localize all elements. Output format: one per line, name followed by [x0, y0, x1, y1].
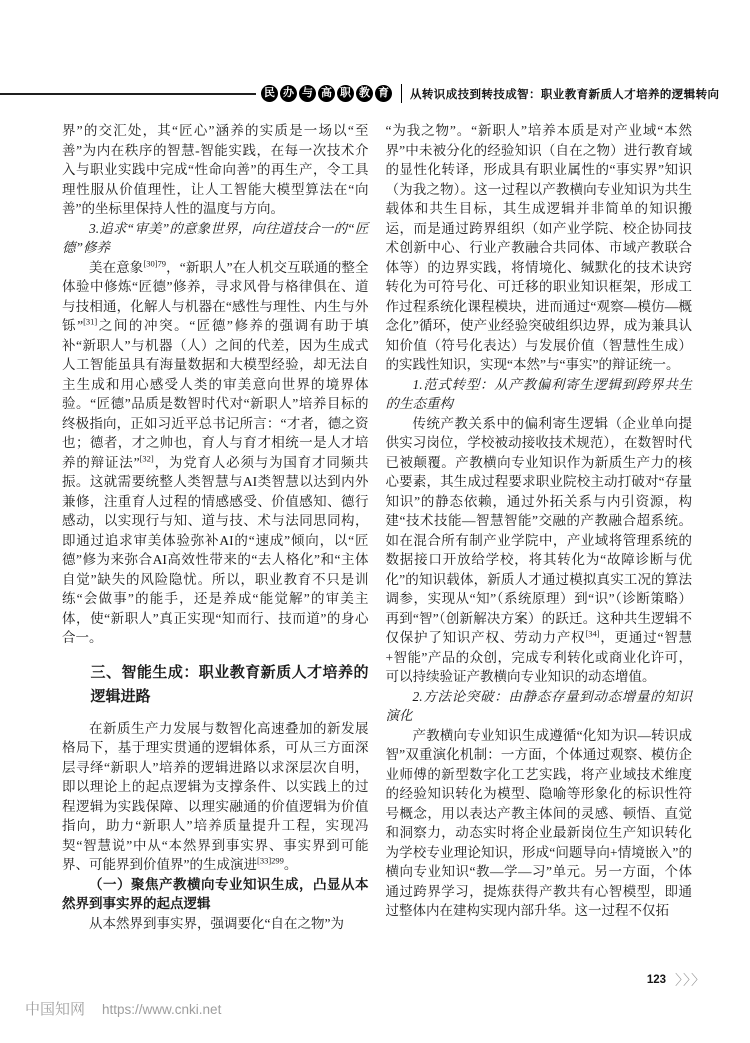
text-run: ，为党育人必须与为国育才同频共振。这就需要统整人类智慧与AI类智慧以达到内外兼修，注重育人过程的情感感受、价值感知、德行感动，以实现行与知、道与技、术与法同思同构，即通过追求审美体验弥补AI的“速成”倾向，以“匠德”修为来弥合AI高效性带来的“去人格化”和“主体自觉”缺失的风险隐忧。所以，职业教育不只是训练“会做事”的能手，还是养成“能觉解”的审美主体，使“新职人”真正实现“知而行、技而道”的身心合一。: [62, 454, 369, 645]
paragraph: [62, 719, 369, 875]
cnki-url: https://www.cnki.net: [102, 1002, 222, 1017]
citation-superscript: [31]: [83, 316, 98, 327]
paragraph: [386, 414, 693, 687]
paragraph: [62, 121, 369, 219]
text-run: 界”的交汇处，其“匠心”涵养的实质是一场以“至善”为内在秩序的智慧-智能实践，在每一次技术介入与职业实践中完成“性命向善”的再生产，令工具理性服从价值理性，让人工智能大模型算法在“向善”的坐标里保持人性的温度与方向。: [62, 123, 369, 216]
page-number-row: [647, 970, 706, 990]
badge-char: 与: [299, 85, 316, 102]
paragraph: [386, 121, 693, 375]
citation-superscript: [32]: [139, 453, 154, 463]
header-rule: [0, 93, 256, 95]
journal-column-badge: [261, 85, 392, 102]
subheading-level3: 2.方法论突破：由静态存量到动态增量的知识演化: [385, 688, 692, 723]
article-body: [62, 121, 692, 933]
running-article-title: 从转识成技到转技成智：职业教育新质人才培养的逻辑转向: [410, 88, 720, 101]
text-run: ，“新职人”在人机交互联通的整全体验中修炼“匠德”修养，寻求风骨与格律俱在、道与技相通，化解人与机器在“感性与理性、内生与外铄”: [62, 259, 369, 333]
subheading-level3: 1.范式转型：从产教偏利寄生逻辑到跨界共生的生态重构: [385, 376, 692, 411]
badge-char: 办: [280, 85, 297, 102]
citation-superscript: [30]79: [143, 258, 167, 268]
badge-char: 民: [261, 85, 278, 102]
page-forward-chevrons-icon: 〉〉〉: [675, 974, 706, 989]
text-run: 在新质生产力发展与数智化高速叠加的新发展格局下，基于理实贯通的逻辑体系，可从三方面深层寻绎“新职人”培养的逻辑进路以求深层次自明，即以理论上的起点逻辑为支撑条件、以实践上的过程逻辑为实践保障、以理实融通的价值逻辑为价值指向，助力“新职人”培养质量提升工程，实现冯契“智慧说”中从“本然界到事实界、事实界到可能界、可能界到价值界”的生成演进: [62, 720, 369, 872]
text-run: 之间的冲突。“匠德”修养的强调有助于填补“新职人”与机器（人）之间的代差，因为生成式人工智能虽具有海量数据和大模型经验，却无法自主生成和用心感受人类的审美意向世界的境界体验。“匠德”品质是数智时代对“新职人”培养目标的终极指向，正如习近平总书记所言：“才者，德之资也；德者，才之帅也，育人与育才相统一是人才培养的辩证法”: [62, 318, 369, 470]
cnki-logo-text: 中国知网: [25, 1002, 86, 1018]
subheading-level3: 3.追求“审美”的意象世界，向往道技合一的“匠德”修养: [62, 220, 369, 255]
badge-char: 教: [356, 85, 373, 102]
paragraph: [62, 258, 369, 648]
text-run: “为我之物”。“新职人”培养本质是对产业域“本然界”中未被分化的经验知识（自在之物）进行教育域的显性化转译，形成具有职业属性的“事实界”知识（为我之物）。这一过程以产教横向专业知识为共生载体和共生目标，其生成逻辑并非简单的知识搬运，而是通过跨界组织（如产业学院、校企协同技术创新中心、行业产教融合共同体、市域产教联合体等）的边界实践，将情境化、缄默化的技术诀窍转化为可符号化、可迁移的职业知识框架，形成工作过程系统化课程模块，进而通过“观察—模仿—概念化”循环，使产业经验突破组织边界，成为兼具认知价值（符号化表达）与发展价值（智慧性生成）的实践性知识，实现“本然”与“事实”的辩证统一。: [385, 123, 692, 372]
subheading-level2: （一）聚焦产教横向专业知识生成，凸显从本然界到事实界的起点逻辑: [62, 876, 369, 911]
paragraph: 从本然界到事实界，强调要化“自在之物”为: [89, 915, 344, 931]
paragraph: 产教横向专业知识生成遵循“化知为识—转识成智”双重演化机制：一方面，个体通过观察、模仿企业师傅的新型数字化工艺实践，将产业域技术维度的经验知识转化为模型、隐喻等形象化的标识性符号概念，用以表达产教主体间的灵感、顿悟、直觉和洞察力，动态实时将企业最新岗位生产知识转化为学校专业理论知识，形成“问题导向+情境嵌入”的横向专业知识“教—学—习”单元。另一方面，个体通过跨界学习，提炼获得产教共有心智模型，即通过整体内在建构实现内部升华。这一过程不仅拓: [385, 727, 692, 918]
badge-char: 职: [337, 85, 354, 102]
badge-char: 育: [375, 85, 392, 102]
text-run: 。: [283, 857, 298, 872]
badge-char: 高: [318, 85, 335, 102]
right-column: [386, 121, 693, 933]
text-run: 传统产教关系中的偏利寄生逻辑（企业单向提供实习岗位，学校被动接收技术规范），在数智时代已被颠覆。产教横向专业知识作为新质生产力的核心要素，其生成过程要求职业院校主动打破对“存量知识”的静态依赖，通过外拓关系与内引资源，构建“技术技能—智慧智能”交融的产教融合超系统。如在混合所有制产业学院中，产业域将管理系统的数据接口开放给学校，将其转化为“故障诊断与优化”的知识载体，新质人才通过模拟真实工况的算法调参，实现从“知”（系统原理）到“识”（诊断策略）再到“智”（创新解决方案）的跃迁。这种共生逻辑不仅保护了知识产权、劳动力产权: [385, 415, 692, 645]
left-column: [62, 121, 369, 933]
section-heading: 三、智能生成：职业教育新质人才培养的逻辑进路: [90, 663, 369, 705]
header-divider: [401, 84, 402, 103]
text-run: ，更通过“智慧+智能”产品的众创，完成专利转化或商业化许可，可以持续验证产教横向专业知识的动态增值。: [385, 630, 692, 684]
page-number: 123: [646, 974, 666, 986]
citation-superscript: [33]299: [257, 855, 284, 866]
page-header: [0, 84, 750, 103]
text-run: 美在意象: [89, 259, 144, 275]
cnki-footer: [25, 998, 221, 1019]
citation-superscript: [34]: [585, 628, 600, 639]
